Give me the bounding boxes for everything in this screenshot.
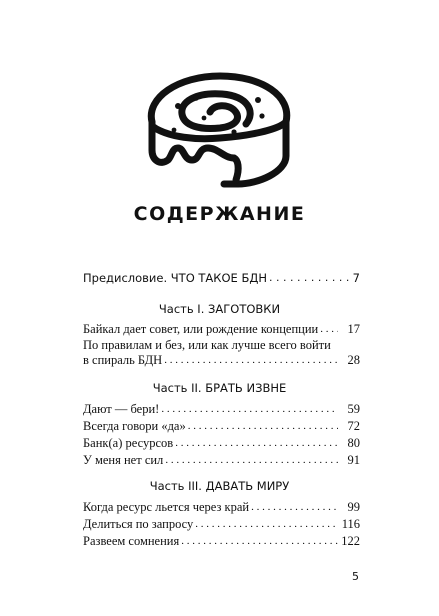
leader-dots [267,271,350,285]
toc-entry-page: 28 [347,353,360,367]
toc-entry-page: 59 [347,402,360,416]
toc-entry-title: Банк(а) ресурсов [83,436,174,450]
toc-entry[interactable] [83,517,360,531]
toc-entry-page: 72 [347,419,360,433]
toc-entry-page: 99 [347,500,360,514]
page-number: 5 [352,570,359,583]
toc-entry-page: 122 [341,534,360,548]
toc-entry[interactable] [83,353,360,367]
toc-entry-title: Байкал дает совет, или рождение концепции [83,322,319,336]
toc-entry[interactable] [83,436,360,450]
toc-entry-title: Дают — бери! [83,402,160,416]
toc-entry-preface[interactable] [83,271,360,285]
toc-entry-page: 7 [352,271,360,285]
toc-entry-page: 17 [347,322,360,336]
leader-dots [159,402,338,416]
cinnamon-roll-icon [138,68,300,192]
toc-entry[interactable] [83,534,360,548]
leader-dots [318,322,338,336]
toc-entry-title: Развеем сомнения [83,534,180,548]
toc-entry-title: в спираль БДН [83,353,163,367]
toc-title: СОДЕРЖАНИЕ [133,203,306,225]
leader-dots [173,436,338,450]
part-heading: Часть I. ЗАГОТОВКИ [158,302,281,316]
toc-entry-page: 116 [341,517,360,531]
leader-dots [179,534,338,548]
toc-entry-page: 80 [347,436,360,450]
toc-entry[interactable] [83,453,360,467]
toc-entry-title: Когда ресурс льется через край [83,500,250,514]
toc-entry[interactable] [83,322,360,336]
toc-entry[interactable] [83,402,360,416]
toc-entry-title: У меня нет сил [83,453,164,467]
toc-entry[interactable] [83,500,360,514]
toc-entry-title: Делиться по запросу [83,517,194,531]
leader-dots [193,517,338,531]
toc-entry-page: 91 [347,453,360,467]
part-heading: Часть III. ДАВАТЬ МИРУ [149,479,290,493]
toc-entry-title: Предисловие. ЧТО ТАКОЕ БДН [83,271,267,285]
part-heading: Часть II. БРАТЬ ИЗВНЕ [152,381,287,395]
leader-dots [249,500,338,514]
leader-dots [162,353,338,367]
toc-entry[interactable] [83,419,360,433]
toc-entry-title-line1[interactable]: По правилам и без, или как лучше всего войти [83,338,331,352]
leader-dots [186,419,338,433]
toc-entry-title: Всегда говори «да» [83,419,186,433]
leader-dots [163,453,338,467]
